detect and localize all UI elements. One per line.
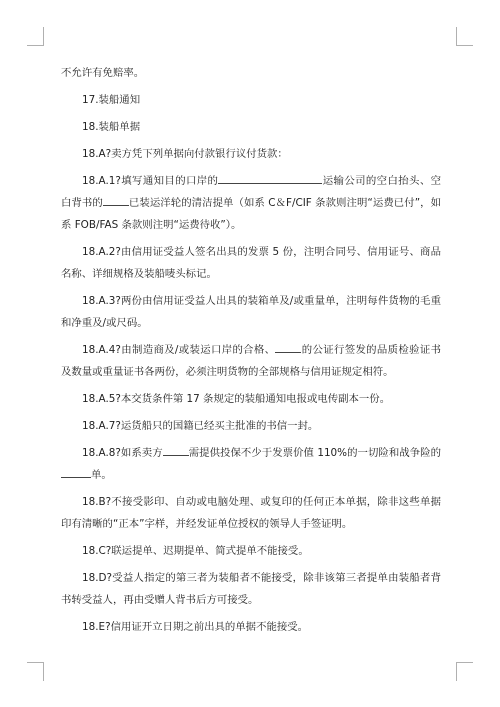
fill-in-blank (218, 173, 322, 184)
document-body (61, 62, 441, 643)
clause-18c: 18.C?联运提单、迟期提单、简式提单不能接受。 (82, 545, 309, 557)
clause-18a: 18.A?卖方凭下列单据向付款银行议付货款： (82, 148, 288, 160)
crop-mark-top-left (27, 27, 44, 46)
crop-mark-bottom-left (27, 662, 44, 681)
paragraph-continuation: 不允许有免赔率。 (61, 67, 145, 79)
section-heading-18: 18.装船单据 (82, 121, 141, 133)
clause-text: 需提供投保不少于发票价值 110%的一切险和战争险的 (188, 447, 441, 459)
clause-18a3: 18.A.3?两份由信用证受益人出具的装箱单及/或重量单，注明每件货物的毛重和净重及/或尺码。 (61, 295, 441, 329)
clause-text: 的公证行签发的品质检验证书及数量或重量证书各两份，必须注明货物的全部规格与信用证规定相符。 (61, 344, 441, 378)
fill-in-blank (275, 342, 301, 353)
fill-in-blank (163, 445, 189, 456)
clause-18a7: 18.A.7?运货船只的国籍已经买主批准的书信一封。 (82, 420, 319, 432)
clause-18a2: 18.A.2?由信用证受益人签名出具的发票 5 份，注明合同号、信用证号、商品名称、详细规格及装船唛头标记。 (61, 246, 441, 280)
clause-text: 已装运洋轮的清洁提单（如系 C＆F/CIF 条款则注明“运费已付”，如系 FOB/FAS 条款则注明“运费待收”）。 (61, 197, 442, 231)
section-heading-17: 17.装船通知 (82, 94, 141, 106)
clause-18e: 18.E?信用证开立日期之前出具的单据不能接受。 (82, 621, 309, 633)
clause-text: 18.A.8?如系卖方 (82, 447, 163, 459)
fill-in-blank (103, 195, 129, 206)
clause-text: 单。 (91, 469, 112, 481)
clause-18d: 18.D?受益人指定的第三者为装船者不能接受，除非该第三者提单由装船者背书转受益人，再由受赠人背书后方可接受。 (61, 572, 441, 606)
crop-mark-top-right (456, 27, 473, 46)
fill-in-blank (61, 467, 91, 478)
clause-18a4 (61, 339, 441, 383)
clause-18a5: 18.A.5?本交货条件第 17 条规定的装船通知电报或电传副本一份。 (82, 393, 391, 405)
clause-18a1 (61, 170, 441, 236)
crop-mark-bottom-right (456, 662, 473, 681)
clause-text: 运输公司的空白抬头、空白背书的 (61, 175, 442, 209)
clause-18b: 18.B?不接受影印、自动或电脑处理、或复印的任何正本单据，除非这些单据印有清晰的“正本”字样，并经发证单位授权的领导人手签证明。 (61, 496, 441, 530)
clause-text: 18.A.4?由制造商及/或装运口岸的合格、 (82, 344, 276, 356)
clause-text: 18.A.1?填写通知目的口岸的 (82, 175, 219, 187)
clause-18a8 (61, 442, 441, 486)
